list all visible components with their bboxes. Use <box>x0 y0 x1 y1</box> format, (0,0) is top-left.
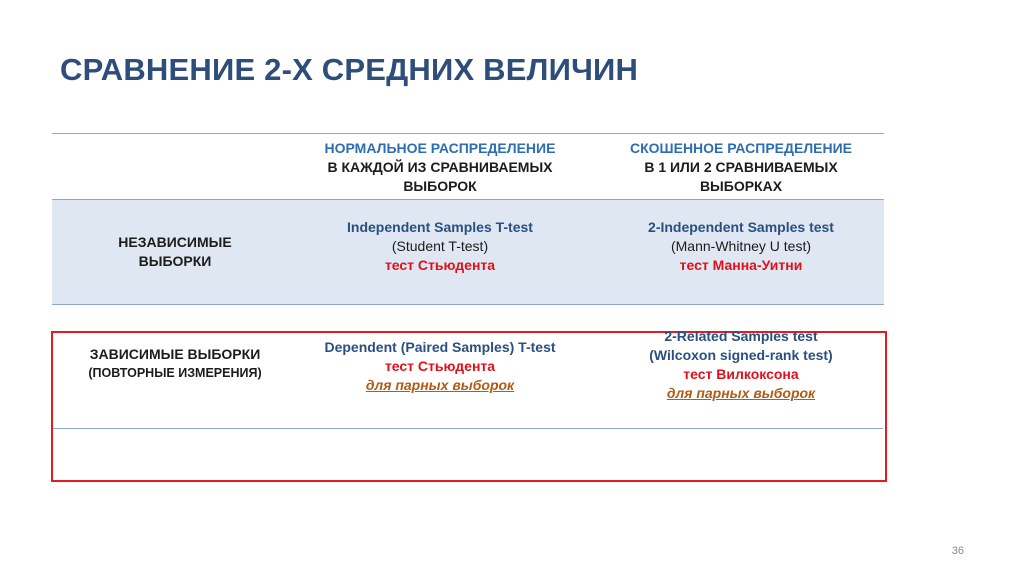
row-label-dependent-line1: ЗАВИСИМЫЕ ВЫБОРКИ <box>89 346 261 362</box>
row-label-independent <box>60 200 290 304</box>
dependent-normal-test: Dependent (Paired Samples) T-test <box>324 339 556 355</box>
header-skewed-line1: СКОШЕННОЕ РАСПРЕДЕЛЕНИЕ <box>630 139 852 156</box>
header-normal-line1: НОРМАЛЬНОЕ РАСПРЕДЕЛЕНИЕ <box>324 139 556 156</box>
header-skewed-line3: ВЫБОРКАХ <box>699 177 783 194</box>
cell-independent-normal <box>290 218 590 284</box>
page-number: 36 <box>951 545 964 557</box>
dependent-normal-ru: тест Стьюдента <box>384 358 496 374</box>
independent-normal-test: Independent Samples T-test <box>347 219 533 235</box>
independent-row-bottom-rule <box>52 304 884 305</box>
independent-skewed-ru: тест Манна-Уитни <box>679 257 803 273</box>
row-label-dependent <box>60 340 290 388</box>
independent-skewed-alt: (Mann-Whitney U test) <box>670 238 812 254</box>
row-label-independent-line2: ВЫБОРКИ <box>138 253 212 269</box>
dependent-skewed-alt: (Wilcoxon signed-rank test) <box>649 347 833 363</box>
header-skewed-distribution <box>596 137 886 197</box>
header-normal-line2: В КАЖДОЙ ИЗ СРАВНИВАЕМЫХ <box>327 158 553 175</box>
independent-normal-ru: тест Стьюдента <box>384 257 496 273</box>
cell-dependent-normal <box>290 338 590 398</box>
dependent-skewed-paired-link[interactable]: для парных выборок <box>666 385 816 401</box>
cell-dependent-skewed <box>596 327 886 407</box>
slide-title: СРАВНЕНИЕ 2-Х СРЕДНИХ ВЕЛИЧИН <box>60 52 639 87</box>
table-top-rule <box>52 133 884 134</box>
row-label-dependent-line2: (ПОВТОРНЫЕ ИЗМЕРЕНИЯ) <box>88 366 262 380</box>
header-skewed-line2: В 1 ИЛИ 2 СРАВНИВАЕМЫХ <box>644 158 838 175</box>
independent-skewed-test: 2-Independent Samples test <box>648 219 834 235</box>
dependent-row-bottom-rule <box>53 428 883 429</box>
cell-independent-skewed <box>596 218 886 284</box>
header-normal-line3: ВЫБОРОК <box>403 177 477 194</box>
independent-normal-alt: (Student T-test) <box>391 238 489 254</box>
dependent-skewed-ru: тест Вилкоксона <box>683 366 799 382</box>
dependent-normal-paired-link[interactable]: для парных выборок <box>365 377 515 393</box>
header-normal-distribution <box>290 137 590 197</box>
dependent-skewed-test: 2-Related Samples test <box>664 328 818 344</box>
row-label-independent-line1: НЕЗАВИСИМЫЕ <box>118 234 232 250</box>
